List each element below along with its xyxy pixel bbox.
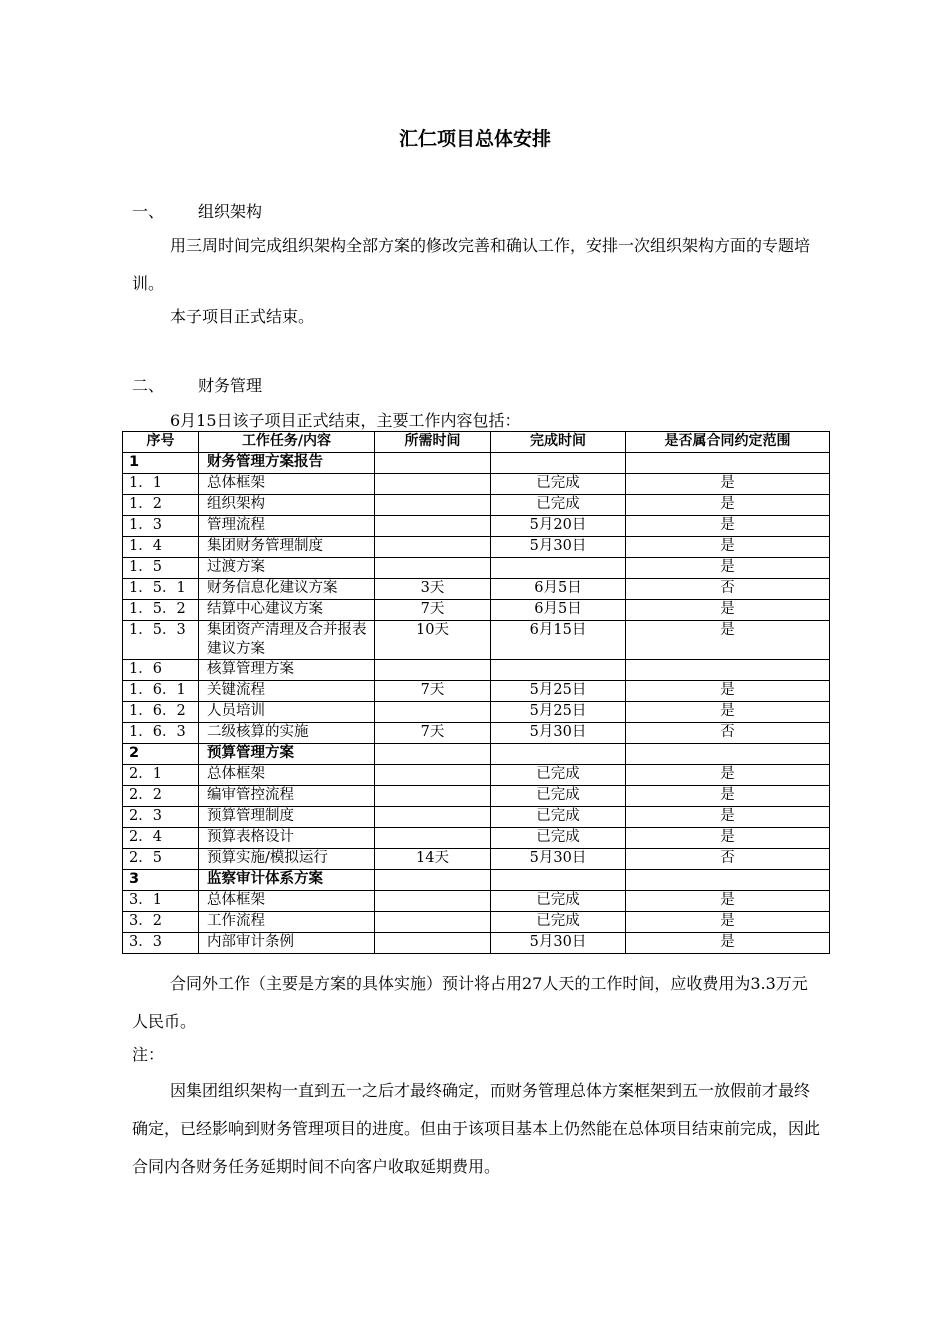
cell-inscope xyxy=(626,453,830,474)
cell-time: 14天 xyxy=(375,849,491,870)
cell-task: 内部审计条例 xyxy=(199,933,375,954)
cell-no: 3．1 xyxy=(123,891,199,912)
table-row xyxy=(123,558,830,579)
table-row xyxy=(123,807,830,828)
table-row xyxy=(123,891,830,912)
cell-task: 预算管理制度 xyxy=(199,807,375,828)
cell-time xyxy=(375,828,491,849)
cell-time xyxy=(375,807,491,828)
cell-no: 2．3 xyxy=(123,807,199,828)
cell-time xyxy=(375,474,491,495)
cell-time xyxy=(375,786,491,807)
cell-task: 财务管理方案报告 xyxy=(199,453,375,474)
cell-inscope: 是 xyxy=(626,786,830,807)
cell-done xyxy=(491,660,626,681)
document-title: 汇仁项目总体安排 xyxy=(398,128,551,150)
cell-time: 7天 xyxy=(375,723,491,744)
cell-time: 7天 xyxy=(375,600,491,621)
table-row xyxy=(123,579,830,600)
table-row xyxy=(123,849,830,870)
cell-no: 1．5．3 xyxy=(123,621,199,660)
cell-task: 预算管理方案 xyxy=(199,744,375,765)
table-row xyxy=(123,660,830,681)
cell-time xyxy=(375,558,491,579)
cell-no: 1．6．1 xyxy=(123,681,199,702)
table-row xyxy=(123,912,830,933)
cell-task: 结算中心建议方案 xyxy=(199,600,375,621)
cell-time xyxy=(375,453,491,474)
section1-number: 一、 xyxy=(132,202,165,221)
note-label: 注： xyxy=(132,1045,165,1064)
cell-task: 人员培训 xyxy=(199,702,375,723)
cell-time: 3天 xyxy=(375,579,491,600)
cell-inscope xyxy=(626,870,830,891)
cell-inscope: 是 xyxy=(626,807,830,828)
cell-inscope: 是 xyxy=(626,558,830,579)
table-row xyxy=(123,474,830,495)
cell-done: 已完成 xyxy=(491,912,626,933)
cell-done: 6月5日 xyxy=(491,600,626,621)
header-task: 工作任务/内容 xyxy=(199,432,375,453)
cell-no: 2．1 xyxy=(123,765,199,786)
cell-inscope: 是 xyxy=(626,912,830,933)
cell-inscope: 是 xyxy=(626,495,830,516)
header-done: 完成时间 xyxy=(491,432,626,453)
header-no: 序号 xyxy=(123,432,199,453)
cell-task: 组织架构 xyxy=(199,495,375,516)
table-row xyxy=(123,723,830,744)
cell-done: 5月30日 xyxy=(491,723,626,744)
cell-done: 已完成 xyxy=(491,474,626,495)
cell-no: 1．6．3 xyxy=(123,723,199,744)
note-text: 因集团组织架构一直到五一之后才最终确定，而财务管理总体方案框架到五一放假前才最终确定，已经影响到财务管理项目的进度。但由于该项目基本上仍然能在总体项目结束前完成，因此合同内各财务任务延期时间不向客户收取延期费用。 xyxy=(132,1081,821,1176)
table-row xyxy=(123,744,830,765)
cell-no: 2 xyxy=(123,744,199,765)
finance-task-table xyxy=(122,431,830,954)
table-row xyxy=(123,516,830,537)
cell-time xyxy=(375,765,491,786)
cell-done: 已完成 xyxy=(491,891,626,912)
cell-no: 2．2 xyxy=(123,786,199,807)
cell-done: 5月30日 xyxy=(491,933,626,954)
cell-done xyxy=(491,870,626,891)
cell-done: 已完成 xyxy=(491,495,626,516)
cell-inscope: 是 xyxy=(626,828,830,849)
section1-heading xyxy=(132,193,822,231)
table-row xyxy=(123,495,830,516)
table-row xyxy=(123,600,830,621)
cell-inscope: 是 xyxy=(626,933,830,954)
cell-time: 7天 xyxy=(375,681,491,702)
cell-done: 6月5日 xyxy=(491,579,626,600)
cell-inscope: 是 xyxy=(626,681,830,702)
cell-no: 1．4 xyxy=(123,537,199,558)
cell-task: 总体框架 xyxy=(199,891,375,912)
cell-time xyxy=(375,660,491,681)
cell-done: 5月25日 xyxy=(491,681,626,702)
table-row xyxy=(123,828,830,849)
cell-inscope: 是 xyxy=(626,765,830,786)
cell-task: 核算管理方案 xyxy=(199,660,375,681)
cell-inscope: 是 xyxy=(626,600,830,621)
cell-time: 10天 xyxy=(375,621,491,660)
cell-inscope: 是 xyxy=(626,474,830,495)
section1-conclusion: 本子项目正式结束。 xyxy=(170,307,315,326)
cell-time xyxy=(375,516,491,537)
section2-heading xyxy=(132,367,822,405)
table-row xyxy=(123,537,830,558)
cell-done xyxy=(491,453,626,474)
cell-no: 1．2 xyxy=(123,495,199,516)
cell-task: 监察审计体系方案 xyxy=(199,870,375,891)
cell-task: 过渡方案 xyxy=(199,558,375,579)
cell-task: 管理流程 xyxy=(199,516,375,537)
cell-inscope: 是 xyxy=(626,516,830,537)
table-row xyxy=(123,786,830,807)
cell-task: 二级核算的实施 xyxy=(199,723,375,744)
cell-no: 1．1 xyxy=(123,474,199,495)
section1-paragraph: 用三周时间完成组织架构全部方案的修改完善和确认工作，安排一次组织架构方面的专题培训。 xyxy=(132,236,811,293)
cell-task: 预算实施/模拟运行 xyxy=(199,849,375,870)
cell-done: 5月25日 xyxy=(491,702,626,723)
cell-task: 关键流程 xyxy=(199,681,375,702)
cell-done: 已完成 xyxy=(491,807,626,828)
cell-inscope: 是 xyxy=(626,702,830,723)
cell-inscope xyxy=(626,660,830,681)
cell-task: 集团财务管理制度 xyxy=(199,537,375,558)
cell-done: 6月15日 xyxy=(491,621,626,660)
cell-done xyxy=(491,744,626,765)
cell-inscope xyxy=(626,744,830,765)
cell-time xyxy=(375,495,491,516)
cell-no: 2．4 xyxy=(123,828,199,849)
cell-time xyxy=(375,891,491,912)
cell-no: 1．5 xyxy=(123,558,199,579)
cell-time xyxy=(375,870,491,891)
table-row xyxy=(123,621,830,660)
cell-inscope: 是 xyxy=(626,891,830,912)
cell-inscope: 否 xyxy=(626,723,830,744)
cell-task: 总体框架 xyxy=(199,474,375,495)
cell-no: 3 xyxy=(123,870,199,891)
header-inscope: 是否属合同约定范围 xyxy=(626,432,830,453)
cell-no: 1．6 xyxy=(123,660,199,681)
cell-inscope: 是 xyxy=(626,537,830,558)
cell-done: 已完成 xyxy=(491,765,626,786)
cell-time xyxy=(375,702,491,723)
cell-done: 已完成 xyxy=(491,828,626,849)
cell-task: 集团资产清理及合并报表建议方案 xyxy=(199,621,375,660)
cell-no: 1 xyxy=(123,453,199,474)
cell-task: 工作流程 xyxy=(199,912,375,933)
cell-time xyxy=(375,537,491,558)
table-row xyxy=(123,765,830,786)
cell-task: 总体框架 xyxy=(199,765,375,786)
cell-task: 财务信息化建议方案 xyxy=(199,579,375,600)
cell-inscope: 否 xyxy=(626,849,830,870)
cell-no: 3．2 xyxy=(123,912,199,933)
header-time: 所需时间 xyxy=(375,432,491,453)
cell-done: 已完成 xyxy=(491,786,626,807)
cell-done xyxy=(491,558,626,579)
cell-time xyxy=(375,933,491,954)
table-row xyxy=(123,870,830,891)
table-row xyxy=(123,933,830,954)
cell-no: 1．5．1 xyxy=(123,579,199,600)
cell-no: 1．5．2 xyxy=(123,600,199,621)
cell-no: 1．3 xyxy=(123,516,199,537)
cell-no: 3．3 xyxy=(123,933,199,954)
cell-no: 1．6．2 xyxy=(123,702,199,723)
cell-done: 5月30日 xyxy=(491,537,626,558)
section2-number: 二、 xyxy=(132,376,165,395)
cell-task: 预算表格设计 xyxy=(199,828,375,849)
table-row xyxy=(123,453,830,474)
cell-inscope: 否 xyxy=(626,579,830,600)
cell-time xyxy=(375,912,491,933)
section1-title: 组织架构 xyxy=(198,202,263,221)
table-row xyxy=(123,702,830,723)
table-row xyxy=(123,681,830,702)
cell-inscope: 是 xyxy=(626,621,830,660)
cell-done: 5月30日 xyxy=(491,849,626,870)
section2-extra-work: 合同外工作（主要是方案的具体实施）预计将占用27人天的工作时间，应收费用为3.3万元人民币。 xyxy=(132,974,808,1031)
section2-title: 财务管理 xyxy=(198,376,263,395)
table-header-row xyxy=(123,432,830,453)
cell-task: 编审管控流程 xyxy=(199,786,375,807)
cell-done: 5月20日 xyxy=(491,516,626,537)
cell-no: 2．5 xyxy=(123,849,199,870)
section2-intro: 6月15日该子项目正式结束，主要工作内容包括： xyxy=(170,411,521,430)
cell-time xyxy=(375,744,491,765)
